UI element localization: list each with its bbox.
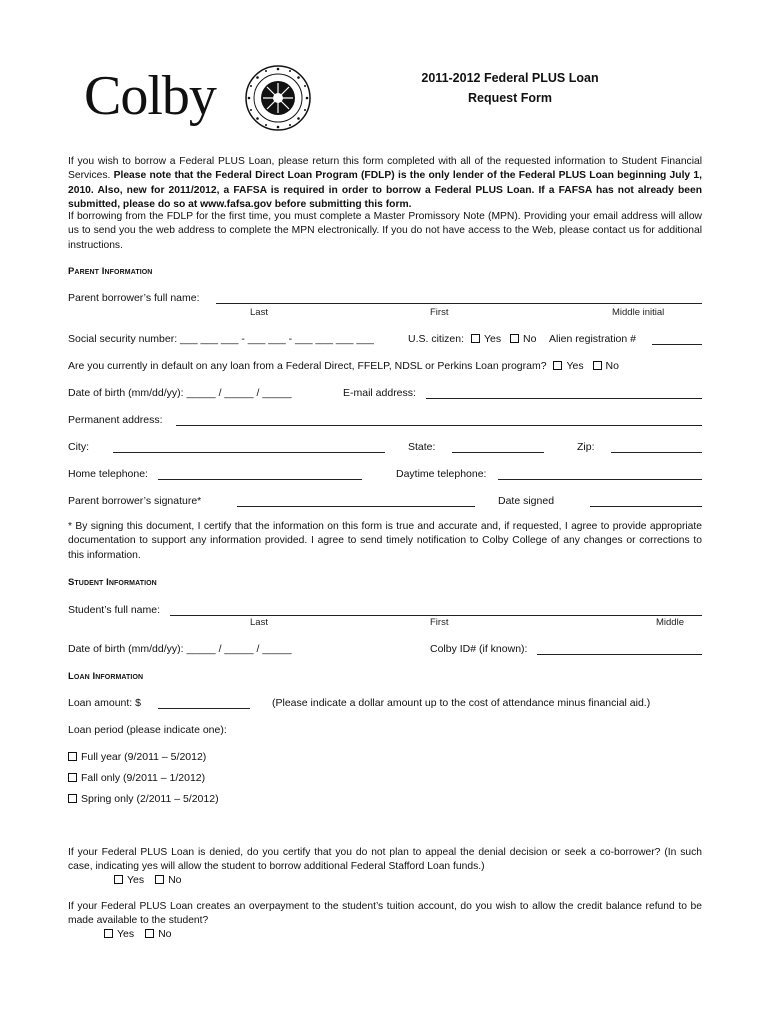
ssn-field[interactable]: Social security number: ___ ___ ___ - ___ ___ - ___ ___ ___ ___	[68, 333, 374, 345]
date-signed-label: Date signed	[498, 495, 555, 507]
overpay-no-label: No	[158, 928, 172, 940]
citizen-yes-label: Yes	[483, 333, 502, 345]
citizen-no-checkbox[interactable]	[510, 334, 519, 343]
student-last-caption: Last	[250, 617, 268, 628]
student-name-input[interactable]	[170, 615, 702, 616]
student-middle-caption: Middle	[656, 617, 684, 628]
home-tel-label: Home telephone:	[68, 468, 148, 480]
zip-label: Zip:	[577, 441, 595, 453]
default-no-checkbox[interactable]	[593, 361, 602, 370]
intro-paragraph	[68, 155, 702, 212]
alien-label: Alien registration #	[549, 333, 636, 345]
state-label: State:	[408, 441, 436, 453]
overpay-yes-label: Yes	[117, 928, 135, 940]
zip-input[interactable]	[611, 452, 702, 453]
form-title-line2: Request Form	[467, 91, 553, 105]
intro-bold-notice: Please note that the Federal Direct Loan Program (FDLP) is the only lender of the Federal PLUS Loan beginning July 1, 2010. Also, new for 2011/2012, a FAFSA is required in order to borrow a Federal PLUS Loan. If a FAFSA has not already been submitted, please do so at www.fafsa.gov before submitting this form.	[68, 170, 702, 210]
default-question	[68, 360, 619, 372]
denied-no-checkbox[interactable]	[155, 875, 164, 884]
city-input[interactable]	[113, 452, 385, 453]
parent-name-label: Parent borrower’s full name:	[68, 292, 200, 304]
email-input[interactable]	[426, 398, 702, 399]
citizen-label: U.S. citizen:	[408, 333, 465, 345]
loan-amount-input[interactable]	[158, 708, 250, 709]
mpn-paragraph: If borrowing from the FDLP for the first time, you must complete a Master Promissory Note (MPN). Providing your email address will allow us to send you the web address to complete the MPN electronically. If you do not have access to the Web, please contact us for additional instructions.	[68, 211, 702, 251]
student-first-caption: First	[430, 617, 449, 628]
fall-only-checkbox[interactable]	[68, 773, 77, 782]
default-no-label: No	[605, 360, 619, 372]
denied-yes-checkbox[interactable]	[114, 875, 123, 884]
overpay-no-checkbox[interactable]	[145, 929, 154, 938]
form-title-line1: 2011-2012 Federal PLUS Loan	[421, 71, 599, 85]
full-year-label: Full year (9/2011 – 5/2012)	[81, 751, 207, 763]
parent-first-caption: First	[430, 307, 449, 318]
colby-id-label: Colby ID# (if known):	[430, 643, 528, 655]
fall-only-label: Fall only (9/2011 – 1/2012)	[81, 772, 206, 784]
student-name-label: Student’s full name:	[68, 604, 161, 616]
period-option-fall[interactable]	[68, 772, 205, 784]
loan-amount-note: (Please indicate a dollar amount up to the cost of attendance minus financial aid.)	[272, 697, 651, 709]
parent-dob-field[interactable]: Date of birth (mm/dd/yy): _____ / _____ / _____	[68, 387, 292, 399]
spring-only-label: Spring only (2/2011 – 5/2012)	[81, 793, 219, 805]
parent-last-caption: Last	[250, 307, 268, 318]
spring-only-checkbox[interactable]	[68, 794, 77, 803]
default-yes-label: Yes	[566, 360, 584, 372]
citizen-yes-checkbox[interactable]	[471, 334, 480, 343]
default-question-text: Are you currently in default on any loan from a Federal Direct, FFELP, NDSL or Perkins Loan program?	[68, 360, 547, 372]
overpayment-answer-group	[104, 928, 172, 940]
citizen-no-label: No	[523, 333, 537, 345]
state-input[interactable]	[452, 452, 544, 453]
student-section-heading: Student Information	[68, 577, 157, 588]
denied-answer-group	[114, 874, 182, 886]
default-yes-checkbox[interactable]	[553, 361, 562, 370]
loan-amount-label: Loan amount: $	[68, 697, 141, 709]
alien-registration-input[interactable]	[652, 344, 702, 345]
denied-no-label: No	[168, 874, 182, 886]
intro-text: If you wish to borrow a Federal PLUS Loan, please return this form completed with all of the requested information to Student Financial Services.	[68, 156, 702, 182]
colby-logo: Colby	[84, 65, 216, 127]
parent-middle-caption: Middle initial	[612, 307, 665, 318]
day-tel-label: Daytime telephone:	[396, 468, 487, 480]
parent-name-input[interactable]	[216, 303, 702, 304]
loan-period-label: Loan period (please indicate one):	[68, 724, 227, 736]
parent-section-heading: Parent Information	[68, 266, 153, 277]
certification-text: * By signing this document, I certify that the information on this form is true and accurate and, if requested, I agree to provide appropriate documentation to support any information provided. I agree to send timely notification to Colby College of any changes or corrections to this information.	[68, 521, 702, 561]
date-signed-input[interactable]	[590, 506, 702, 507]
loan-section-heading: Loan Information	[68, 671, 144, 682]
denied-yes-label: Yes	[127, 874, 145, 886]
signature-input[interactable]	[237, 506, 475, 507]
overpayment-question: If your Federal PLUS Loan creates an overpayment to the student’s tuition account, do you wish to allow the credit balance refund to be made available to the student?	[68, 901, 702, 927]
overpay-yes-checkbox[interactable]	[104, 929, 113, 938]
home-tel-input[interactable]	[158, 479, 362, 480]
address-input[interactable]	[176, 425, 702, 426]
colby-id-input[interactable]	[537, 654, 702, 655]
period-option-spring[interactable]	[68, 793, 219, 805]
signature-label: Parent borrower’s signature*	[68, 495, 202, 507]
full-year-checkbox[interactable]	[68, 752, 77, 761]
period-option-full-year[interactable]	[68, 751, 206, 763]
denied-question: If your Federal PLUS Loan is denied, do you certify that you do not plan to appeal the denial decision or seek a co-borrower? (In such case, indicating yes will allow the student to borrow additional Federal Stafford Loan funds.)	[68, 847, 702, 873]
city-label: City:	[68, 441, 89, 453]
email-label: E-mail address:	[343, 387, 416, 399]
college-seal-icon	[244, 64, 312, 132]
student-dob-field[interactable]: Date of birth (mm/dd/yy): _____ / _____ / _____	[68, 643, 292, 655]
citizen-group	[408, 333, 536, 345]
day-tel-input[interactable]	[498, 479, 702, 480]
address-label: Permanent address:	[68, 414, 163, 426]
